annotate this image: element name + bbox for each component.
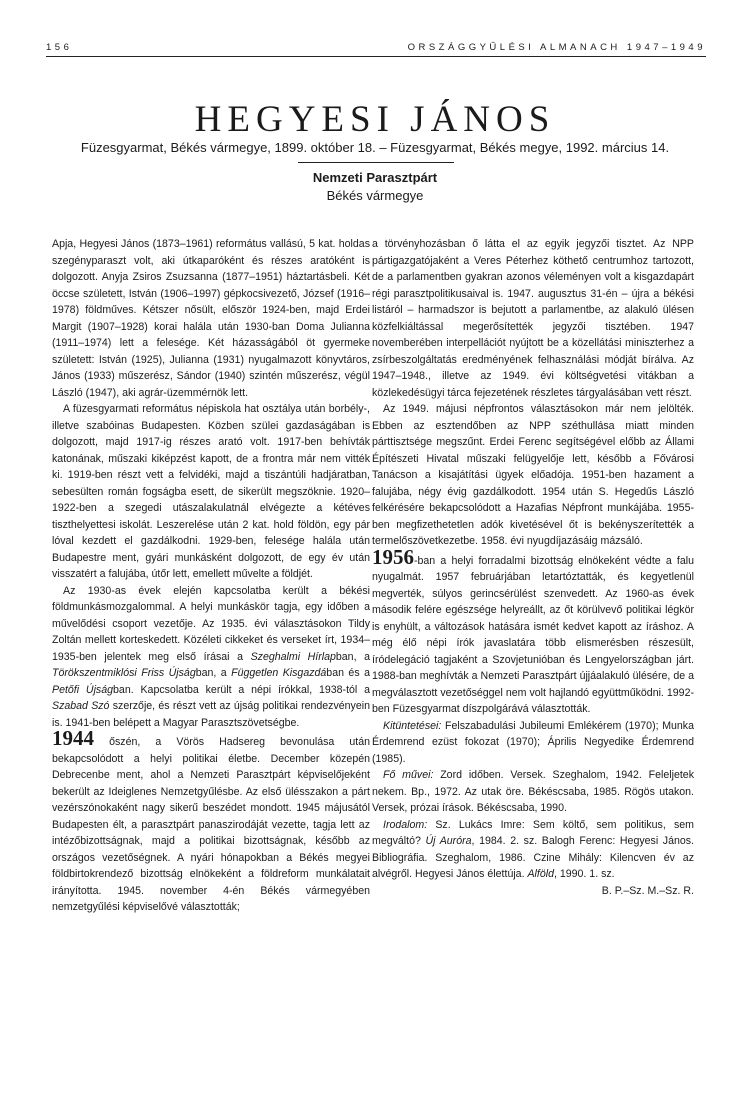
running-title: ORSZÁGGYŰLÉSI ALMANACH 1947–1949	[407, 42, 706, 53]
publication-title: Független Kisgazdá	[231, 667, 327, 679]
paragraph-family: Apja, Hegyesi János (1873–1961) református vallású, 5 kat. holdas szegényparaszt volt, aki útkaparóként és részes aratóként is dolgozott. Anyja Zsiros Zsuzsanna (1877–1951) háztartásbeli. Két öccse született, István (1906–1997) gépkocsivezető, József (1916–1978) földműves. Kétszer nősült, először 1924-ben, majd Erdei Margit (1907–1928) korai halála után 1930-ban Doma Julianna (1911–1974) lett a felesége. Két házasságából öt gyermeke született: István (1925), Julianna (1931) nyugalmazott könyvtáros, János (1933) műszerész, Sándor (1940) szintén műszerész, végül László (1947), aki agrár-üzemmérnök lett.	[52, 238, 370, 399]
paragraph-parliament: a törvényhozásban ő látta el az egyik jegyzői tisztet. Az NPP pártigazgatójaként a Veres Péterhez köthető centrumhoz tartozott, de a parlamentben gyakran azonos véleményen volt a kisgazdapárt régi parasztpolitikusaival is. 1947. augusztus 31-én – újra a békési listáról – harmadszor is bejutott a parlamentbe, az alakuló ülésen közfelkiáltással megerősítették jegyzői tisztében. 1947 novemberében interpellációt nyújtott be a közellátási miniszterhez a zsírbeszolgáltatás eredményének felhasználási módját bírálva. Az 1947–1948., illetve az 1949. évi költségvetési vitákban a közlekedésügyi tárca fejezetének részletes tárgyalásában vett részt.	[372, 238, 694, 399]
works-label: Fő művei:	[383, 769, 434, 781]
header-rule	[46, 56, 706, 57]
entry-name: HEGYESI JÁNOS	[194, 99, 556, 140]
year-marker-1956: 1956	[372, 544, 414, 569]
journal-title: Alföld	[527, 868, 554, 880]
literature-label: Irodalom:	[383, 818, 428, 831]
title-divider	[298, 162, 454, 163]
publication-title: Szabad Szó	[52, 700, 110, 712]
publication-title: Törökszentmiklósi Friss Újság	[52, 667, 196, 679]
birth-death-line: Füzesgyarmat, Békés vármegye, 1899. október 18. – Füzesgyarmat, Békés megye, 1992. március 14.	[80, 140, 670, 155]
year-marker-1944: 1944	[52, 726, 94, 750]
paragraph-education: A füzesgyarmati református népiskola hat osztálya után borbély-, illetve szabóinas Budapesten. Közben szülei gazdaságában is dolgozott, majd 1917-ig részes arató volt. 1917-ben behívták katonának, műszaki kiképzést kapott, de a frontra már nem vitték ki. 1919-ben részt vett a felvidéki, majd a tiszántúli hadjáratban, sebesülten román fogságba esett, de sikerült megszöknie. 1920–1922-ben a szegedi utászalakulatnál elvégezte a kétéves tiszthelyettesi iskolát. Leszerelése után 2 kat. hold földön, egy pár lóval kezdett el gazdálkodni. 1929-ben, felesége halála után Budapestre ment, gyári munkásként dolgozott, de egy év után visszatért a falujába, útőr lett, emellett művelte a földjét.	[52, 403, 370, 580]
paragraph-1949: Az 1949. májusi népfrontos választásokon már nem jelölték. Ebben az esztendőben az NPP széthullása miatt minden párttisztsége megszűnt. Erdei Ferenc segítségével előbb az Állami Építészeti Hivatal műszaki felügyelője lett, később a Fővárosi Tanácson a kisajátítási ügyek előadója. 1951-ben hazament a falujába, négy évig gazdálkodott. 1954 után S. Hegedűs László felkérésére bekapcsolódott a Hazafias Népfront munkájába. 1955-ben megfizethetetlen adók kivetésével őt is bekényszerítették a termelőszövetkezetbe. 1958. évi nyugdíjazásáig mázsáló.	[372, 403, 694, 547]
paragraph-1956: 1956-ban a helyi forradalmi bizottság elnökeként védte a falu nyugalmát. 1957 februárjában letartóztatták, és kegyetlenül megverték, súlyos gerincsérülést szenvedett. Az 1960-as évek második felére egészsége helyreállt, az őt körülvevő politikai légkör is enyhült, a változások hatására ismét kedvet kapott az íráshoz. A még élő népi írók javaslatára több elismerésben részesült, íródelegáció tagjaként a Szovjetunióban és Lengyelországban járt. 1988-ban meghívták a Nemzeti Parasztpárt újjáalakuló ülésére, de a megválasztott vezetőséggel nem volt hajlandó együttműködni. 1992-ben Füzesgyarmat díszpolgárává választották.	[372, 544, 694, 715]
publication-title: Petőfi Újság	[52, 683, 114, 696]
paragraph-1944: 1944 őszén, a Vörös Hadsereg bevonulása után bekapcsolódott a helyi politikai életbe. December közepén Debrecenbe ment, ahol a Nemzeti Parasztpárt képviselőjeként bekerült az Ideiglenes Nemzetgyűlésbe. Az első ülésszakon a párt vezérszónokaként nagy sikerű beszédet mondott. 1945 májusától Budapesten élt, a parasztpárt panaszirodáját vezette, tagja lett az intézőbizottságnak, majd a politikai bizottságnak, később az országos vezetőségnek. A nyári hónapokban a Békés megyei földbirtokrendező bizottság elnökeként a földreform munkálatait irányította. 1945. november 4-én Békés vármegyében nemzetgyűlési képviselővé választották;	[52, 726, 370, 913]
journal-title: Új Auróra	[425, 835, 472, 847]
page-number: 156	[46, 42, 73, 53]
left-column	[52, 236, 370, 916]
right-column	[372, 236, 694, 899]
paragraph-movement: Az 1930-as évek elején kapcsolatba került a békési földmunkásmozgalommal. A helyi munkáskör tagja, egy időben a művelődési csoport vezetője. Az 1935. évi választásokon Tildy Zoltán mellett korteskedett. Közéleti cikkeket és verseket írt, 1934–1935-ben jelentek meg első írásai a Szeghalmi Hírlapban, a Törökszentmiklósi Friss Újságban, a Független Kisgazdában és a Petőfi Újságban. Kapcsolatba került a népi írókkal, 1938-tól a Szabad Szó szerzője, és részt vett az újság politikai rendezvényein is. 1941-ben belépett a Magyar Parasztszövetségbe.	[52, 584, 370, 729]
author-signature: B. P.–Sz. M.–Sz. R.	[601, 884, 694, 897]
paragraph-awards: Kitüntetései: Felszabadulási Jubileumi Emlékérem (1970); Munka Érdemrend ezüst fokozat (1970); Április Negyedike Érdemrend (1985).	[372, 719, 694, 765]
paragraph-works: Fő művei: Zord időben. Versek. Szeghalom, 1942. Feleljetek nekem. Bp., 1972. Az utak öre. Békéscsaba, 1985. Rögös utakon. Versek, prózai írások. Békéscsaba, 1990.	[372, 769, 694, 814]
awards-label: Kitüntetései:	[383, 719, 442, 732]
paragraph-literature: Irodalom: Sz. Lukács Imre: Sem költő, sem politikus, sem megváltó? Új Auróra, 1984. 2. sz. Balogh Ferenc: Hegyesi János. Bibliográfia. Szeghalom, 1986. Czine Mihály: Kilencven év az alvégről. Hegyesi János élettúja. Alföld, 1990. 1. sz.	[372, 818, 695, 880]
running-header	[46, 40, 706, 56]
publication-title: Szeghalmi Hírlap	[250, 650, 336, 663]
county-name: Békés vármegye	[326, 188, 424, 203]
party-name: Nemzeti Parasztpárt	[312, 170, 438, 185]
